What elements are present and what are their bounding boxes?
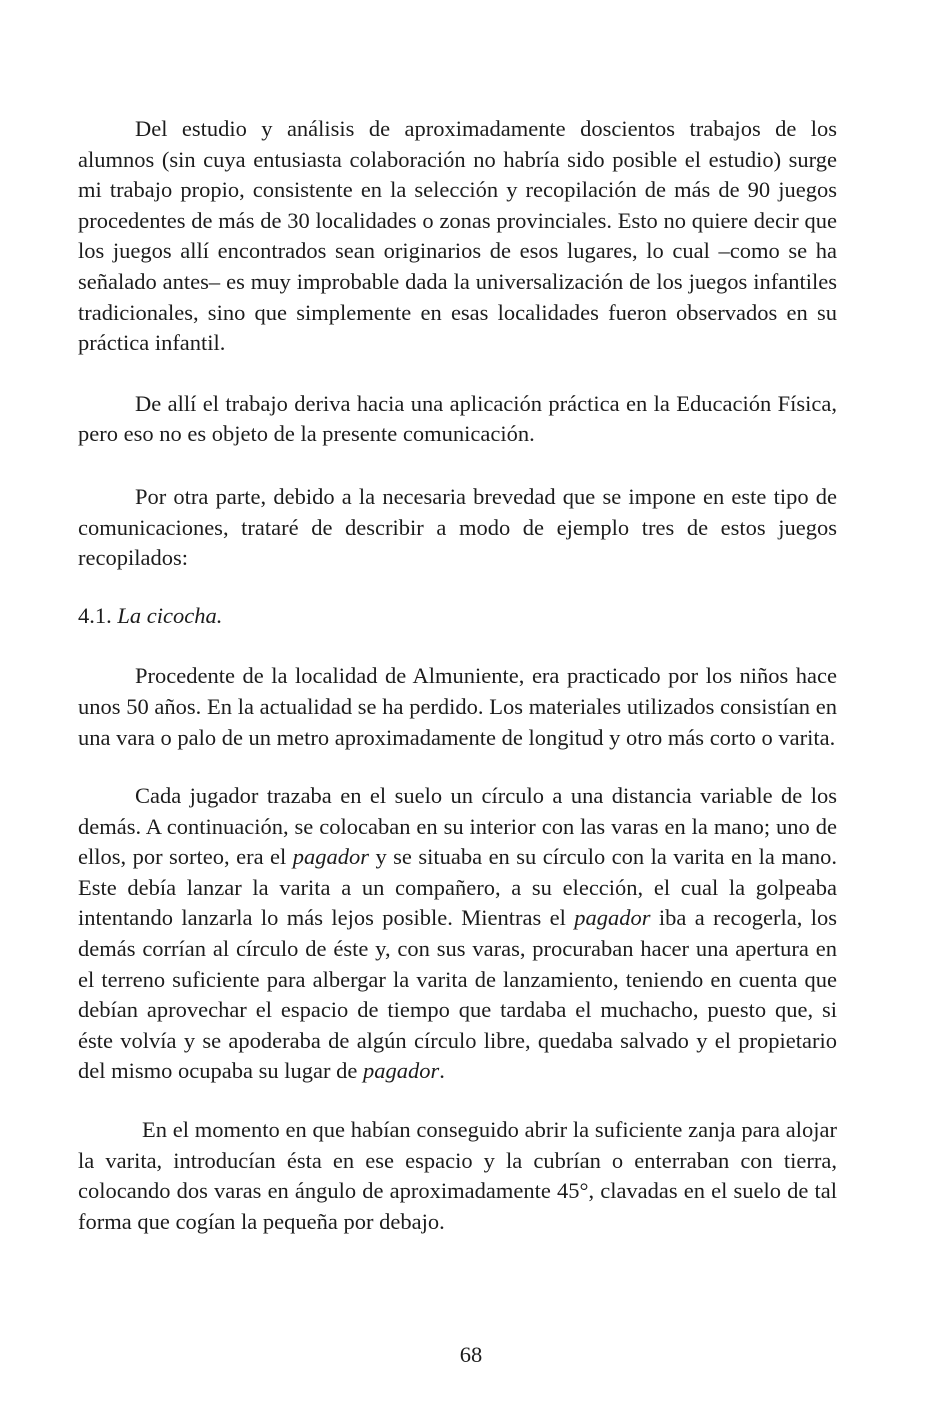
paragraph-burying: En el momento en que habían conseguido abrir la suficiente zanja para alojar la varita, introducían ésta en ese espacio y la cubrían o enterraban con tierra, colocando dos varas en ángulo de aproximadamente 45°, clavadas en el suelo de tal forma que cogían la pequeña por debajo. — [78, 1117, 837, 1234]
section-title: La cicocha. — [117, 602, 223, 628]
paragraph-physical-education: De allí el trabajo deriva hacia una aplicación práctica en la Educación Física, pero eso no es objeto de la presente comunicación. — [78, 390, 837, 447]
section-number: 4.1. — [78, 602, 112, 628]
rules-text-4: . — [439, 1058, 445, 1084]
section-heading — [78, 601, 837, 632]
paragraph-game-rules — [78, 781, 837, 1087]
term-pagador: pagador — [362, 1058, 440, 1084]
term-pagador: pagador — [292, 844, 369, 870]
term-pagador: pagador — [574, 905, 651, 931]
paragraph-study-analysis: Del estudio y análisis de aproximadamente doscientos trabajos de los alumnos (sin cuya entusiasta colaboración no habría sido posible el estudio) surge mi trabajo propio, consistente en la selección y recopilación de más de 90 juegos procedentes de más de 30 localidades o zonas provinciales. Esto no quiere decir que los juegos allí encontrados sean originarios de esos lugares, lo cual –como se ha señalado antes– es muy improbable dada la universalización de los juegos infantiles tradicionales, sino que simplemente en esas localidades fueron observados en su práctica infantil. — [78, 116, 837, 356]
rules-text-2: y se situaba en su círculo con la varita en la mano. Este debía lanzar la varita a un compañero, a su elección, el cual la golpeaba intentando lanzarla lo más lejos posible. Mientras el — [78, 844, 837, 931]
paragraph-brevity: Por otra parte, debido a la necesaria brevedad que se impone en este tipo de comunicaciones, trataré de describir a modo de ejemplo tres de estos juegos recopilados: — [78, 483, 837, 571]
rules-text-1: Cada jugador trazaba en el suelo un círculo a una distancia variable de los demás. A continuación, se colocaban en su interior con las varas en la mano; uno de ellos, por sorteo, era el — [78, 783, 837, 870]
paragraph-origin: Procedente de la localidad de Almuniente, era practicado por los niños hace unos 50 años. En la actualidad se ha perdido. Los materiales utilizados consistían en una vara o palo de un metro aproximadamente de longitud y otro más corto o varita. — [78, 663, 837, 750]
page-number: 68 — [459, 1342, 483, 1367]
page-body — [78, 114, 837, 1237]
rules-text-3: iba a recogerla, los demás corrían al círculo de éste y, con sus varas, procuraban hacer una apertura en el terreno suficiente para albergar la varita de lanzamiento, teniendo en cuenta que debían aprovechar el espacio de tiempo que tardaba el muchacho, puesto que, si éste volvía y se apoderaba de algún círculo libre, quedaba salvado y el propietario del mismo ocupaba su lugar de — [78, 905, 838, 1084]
